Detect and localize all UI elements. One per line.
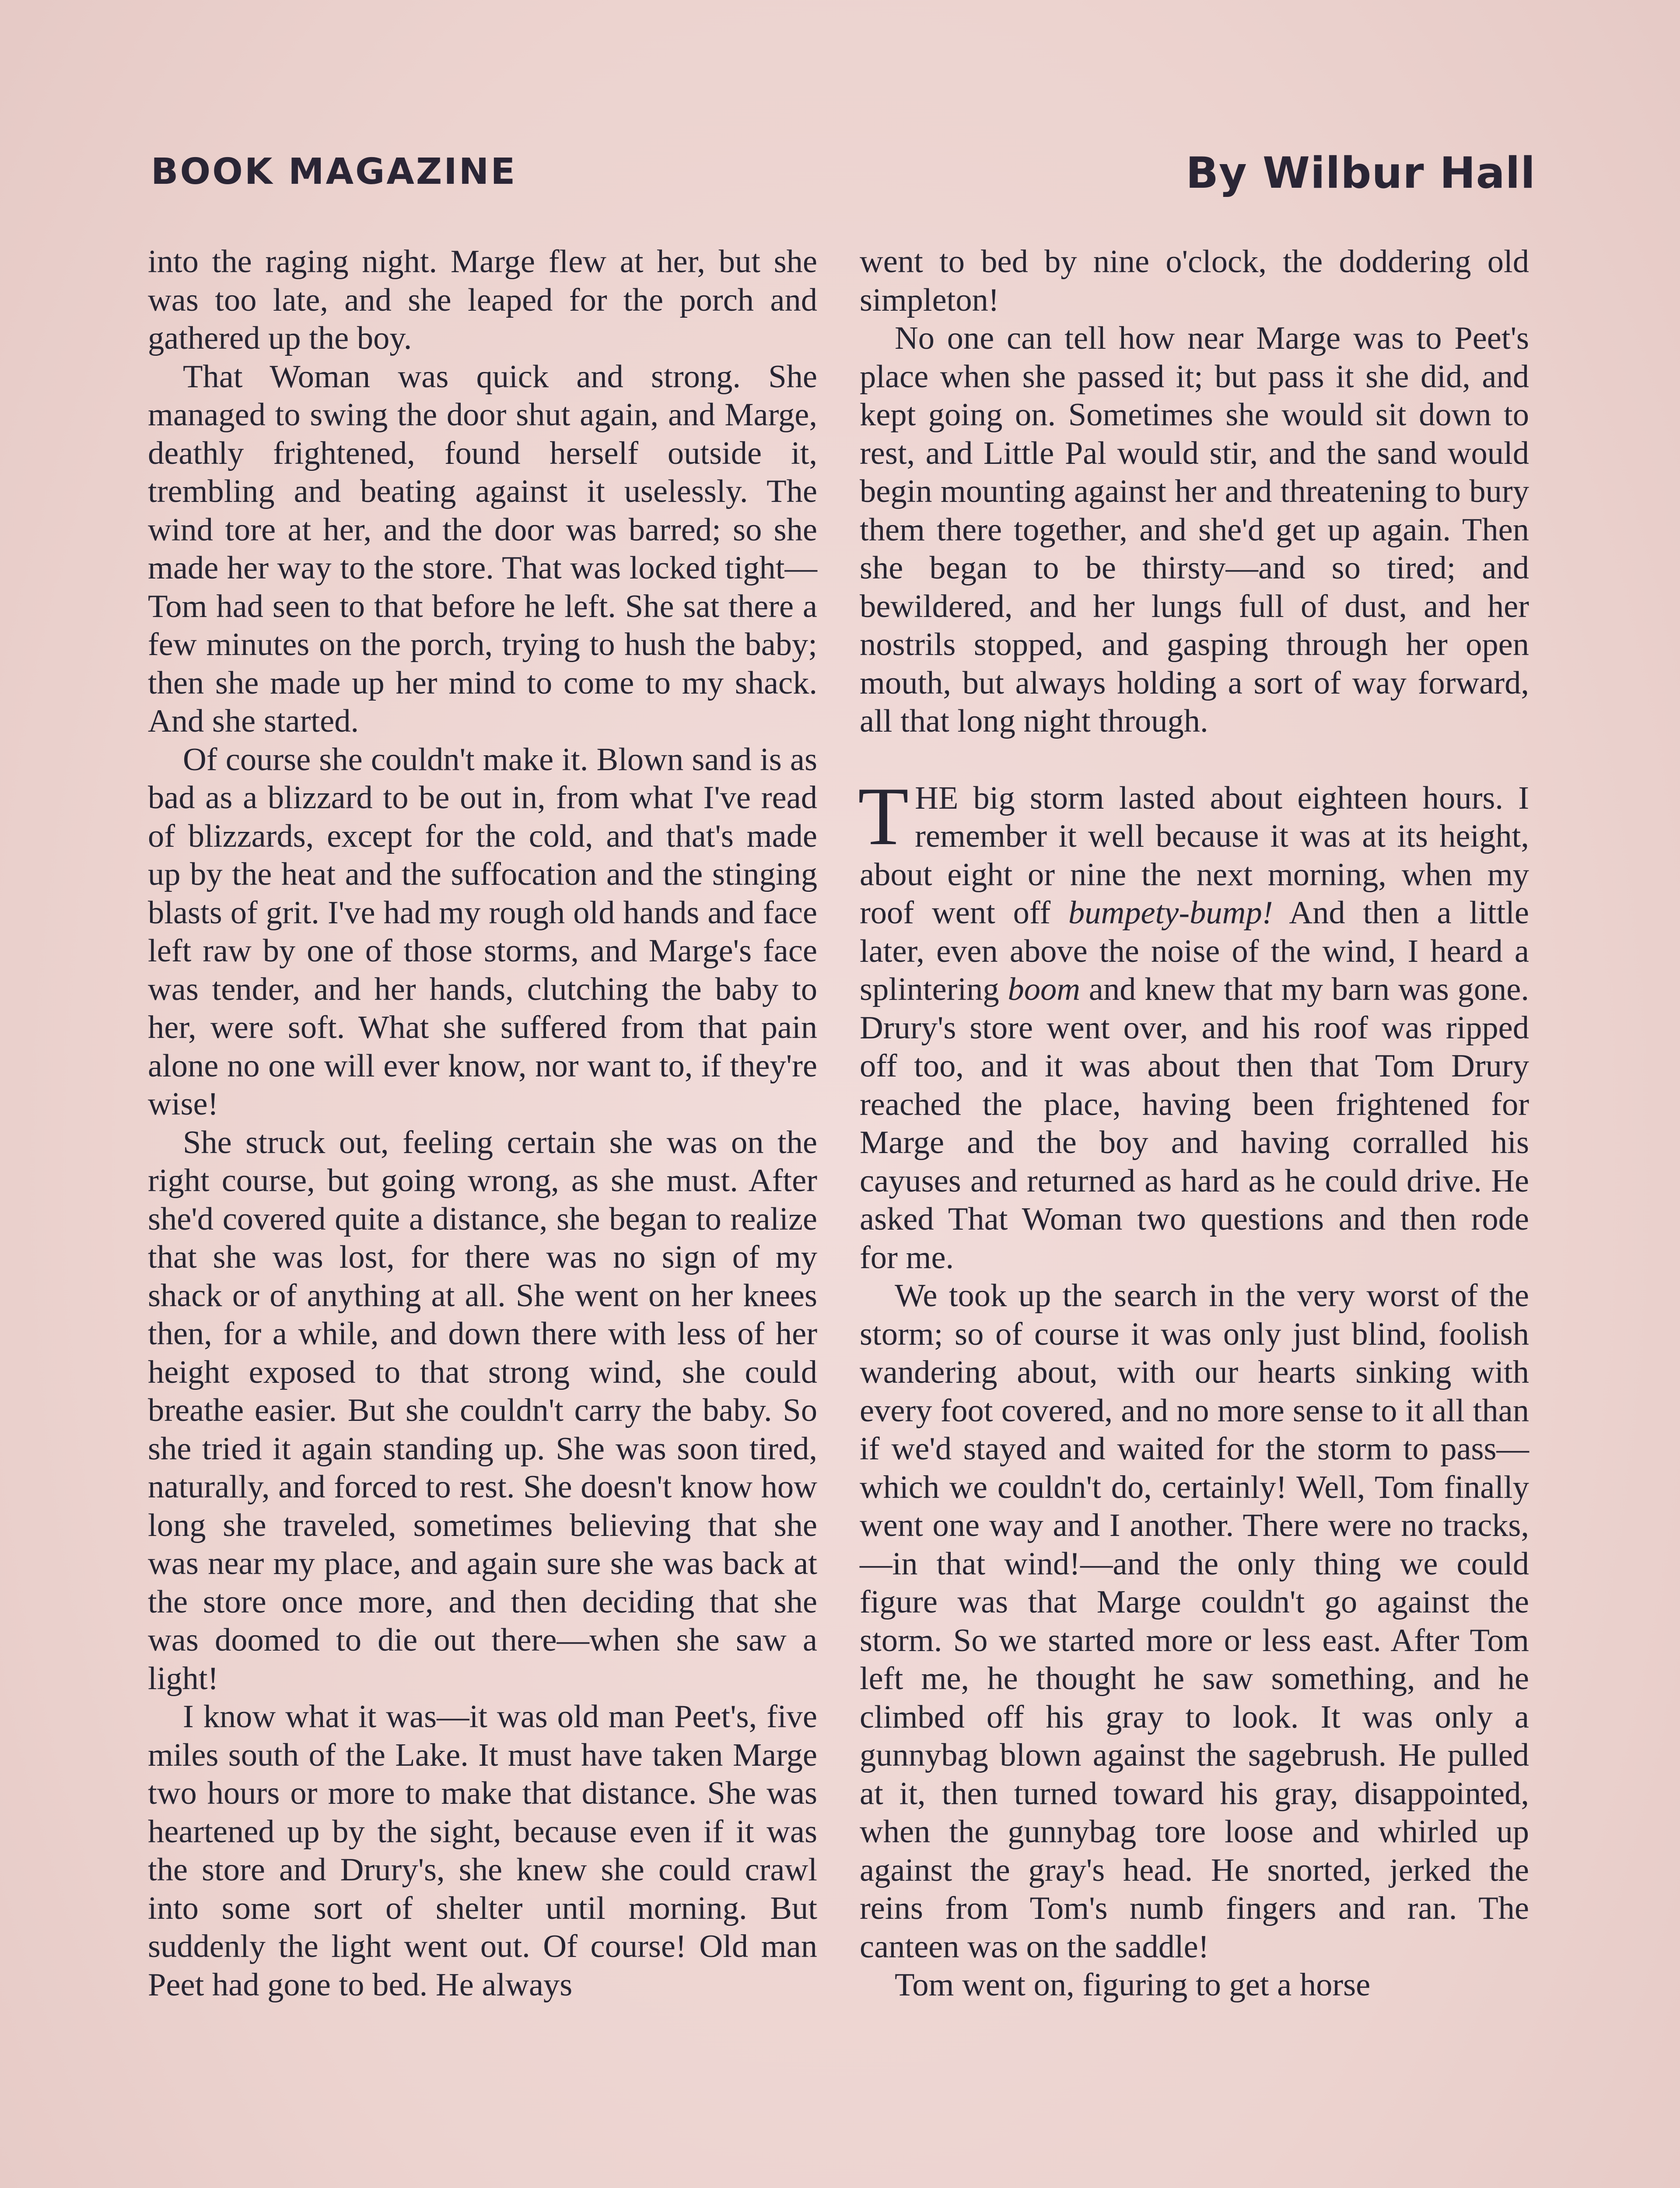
paragraph: Tom went on, figuring to get a horse <box>895 1967 1371 2003</box>
magazine-title: BOOK MAGAZINE <box>151 151 517 193</box>
italic-text: boom <box>1008 971 1081 1007</box>
paragraph: into the raging night. Marge flew at her, but she was too late, and she leaped for the porch and gathered up the boy. <box>148 244 817 356</box>
text-run: HE big storm lasted about eighteen hours. I remember it well because it was at its height, about eight or nine the next morning, when my roof went off <box>860 780 1529 931</box>
paragraph: went to bed by nine o'clock, the doddering old simpleton! <box>860 244 1529 318</box>
italic-text: bumpety-bump! <box>1068 895 1273 931</box>
section-opening-paragraph <box>858 770 1529 1277</box>
running-head <box>151 148 1536 203</box>
paragraph: No one can tell how near Marge was to Peet's place when she passed it; but pass it she did, and kept going on. Sometimes she would sit down to rest, and Little Pal would stir, and the sand would begin mounting against her and threatening to bury them there together, and she'd get up again. Then she began to be thirsty—and so tired; and bewildered, and her lungs full of dust, and her nostrils stopped, and gasping through her open mouth, but always holding a sort of way forward, all that long night through. <box>860 320 1529 739</box>
right-column <box>860 243 1529 2005</box>
paragraph: She struck out, feeling certain she was on the right course, but going wrong, as she must. After she'd covered quite a distance, she began to realize that she was lost, for there was no sign of my shack or of anything at all. She went on her knees then, for a while, and down there with less of her height exposed to that strong wind, she could breathe easier. But she couldn't carry the baby. So she tried it again standing up. She was soon tired, naturally, and forced to rest. She doesn't know how long she traveled, sometimes believing that she was near my place, and again sure she was back at the store once more, and then deciding that she was doomed to die out there—when she saw a light! <box>148 1124 817 1697</box>
paragraph: Of course she couldn't make it. Blown sand is as bad as a blizzard to be out in, from what I've read of blizzards, except for the cold, and that's made up by the heat and the suffocation and the stinging blasts of grit. I've had my rough old hands and face left raw by one of those storms, and Marge's face was tender, and her hands, clutching the baby to her, were soft. What she suffered from that pain alone no one will ever know, nor want to, if they're wise! <box>148 741 817 1122</box>
left-column <box>148 243 817 2004</box>
text-run: And then a little later, even above the noise of the wind, I heard a splintering <box>860 895 1529 1007</box>
paragraph: I know what it was—it was old man Peet's, five miles south of the Lake. It must have taken Marge two hours or more to make that distance. She was heartened up by the sight, because even if it was the store and Drury's, she knew she could crawl into some sort of shelter until morning. But suddenly the light went out. Of course! Old man Peet had gone to bed. He always <box>148 1699 817 2003</box>
author-byline: By Wilbur Hall <box>1186 148 1536 198</box>
drop-cap: T <box>858 770 909 863</box>
paragraph: We took up the search in the very worst of the storm; so of course it was only just blind, foolish wandering about, with our hearts sinking with every foot covered, and no more sense to it all than if we'd stayed and waited for the storm to pass—which we couldn't do, certainly! Well, Tom finally went one way and I another. There were no tracks,—in that wind!—and the only thing we could figure was that Marge couldn't go against the storm. So we started more or less east. After Tom left me, he thought he saw something, and he climbed off his gray to look. It was only a gunnybag blown against the sagebrush. He pulled at it, then turned toward his gray, disappointed, when the gunnybag tore loose and whirled up against the gray's head. He snorted, jerked the reins from Tom's numb fingers and ran. The canteen was on the saddle! <box>860 1278 1529 1965</box>
paragraph: That Woman was quick and strong. She managed to swing the door shut again, and Marge, deathly frightened, found herself outside it, trembling and beating against it uselessly. The wind tore at her, and the door was barred; so she made her way to the store. That was locked tight—Tom had seen to that before he left. She sat there a few minutes on the porch, trying to hush the baby; then she made up her mind to come to my shack. And she started. <box>148 358 817 739</box>
text-run: and knew that my barn was gone. Drury's store went over, and his roof was ripped off too, and it was about then that Tom Drury reached the place, having been frightened for Marge and the boy and having corralled his cayuses and returned as hard as he could drive. He asked That Woman two questions and then rode for me. <box>860 971 1529 1276</box>
